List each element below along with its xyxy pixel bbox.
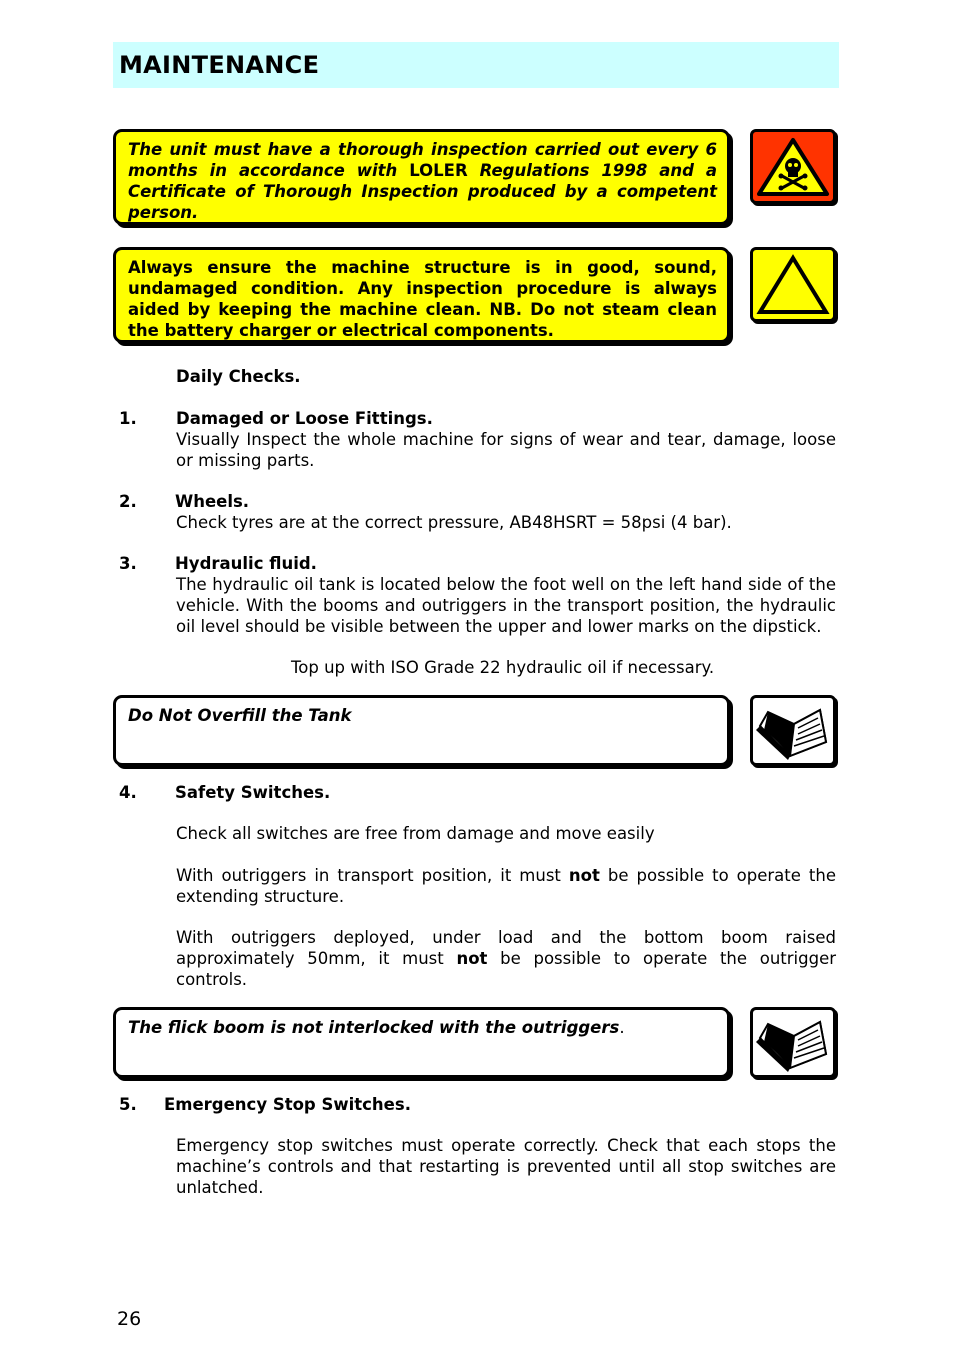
item-text: Check tyres are at the correct pressure, AB48HSRT = 58psi (4 bar). bbox=[176, 513, 732, 532]
item-paragraph: With outriggers deployed, under load and the bottom boom raised approximately 50mm, it must not be possible to operate the outrigger controls. bbox=[176, 928, 837, 989]
item-title: Wheels. bbox=[175, 492, 250, 511]
item-text: Emergency stop switches must operate correctly. Check that each stops the machine’s controls and that restarting is prevented until all stop switches are unlatched. bbox=[176, 1136, 836, 1197]
item-title: Emergency Stop Switches. bbox=[164, 1095, 411, 1114]
item-text: Visually Inspect the whole machine for signs of wear and tear, damage, loose or missing parts. bbox=[176, 430, 836, 470]
daily-checks-heading: Daily Checks. bbox=[176, 367, 301, 386]
caution-icon-box bbox=[750, 247, 836, 322]
section-title: MAINTENANCE bbox=[119, 51, 320, 79]
section-header bbox=[113, 42, 839, 88]
warning2-text: Always ensure the machine structure is in good, sound, undamaged condition. Any inspection procedure is always aided by keeping the machine clean. NB. Do not steam clean the battery charger or electrical components. bbox=[128, 258, 717, 340]
item-paragraph: Check all switches are free from damage and move easily bbox=[176, 824, 655, 843]
item-title: Hydraulic fluid. bbox=[175, 554, 317, 573]
emphasis-not: not bbox=[568, 866, 600, 885]
item-number: 1. bbox=[119, 409, 137, 428]
warning1-text-before: The unit must have a thorough inspection carried out every 6 months in accordance with bbox=[128, 140, 717, 180]
emphasis-not: not bbox=[456, 949, 488, 968]
item-text: The hydraulic oil tank is located below the foot well on the left hand side of the vehicle. With the booms and outriggers in the transport position, the hydraulic oil level should be visible between the upper and lower marks on the dipstick. bbox=[176, 575, 836, 636]
item-text-topup: Top up with ISO Grade 22 hydraulic oil if necessary. bbox=[291, 658, 715, 677]
note2-text: The flick boom is not interlocked with the outriggers bbox=[128, 1018, 620, 1037]
danger-icon-box bbox=[750, 129, 836, 204]
overfill-note-box bbox=[113, 695, 730, 766]
manual-icon-box bbox=[750, 695, 836, 766]
item-title: Safety Switches. bbox=[175, 783, 331, 802]
item-title: Damaged or Loose Fittings. bbox=[176, 409, 433, 428]
inspection-warning-box bbox=[113, 129, 730, 225]
structure-warning-box bbox=[113, 247, 730, 343]
page-number: 26 bbox=[117, 1308, 142, 1330]
item-number: 2. bbox=[119, 492, 137, 511]
flick-boom-note-box: The flick boom is not interlocked with the outriggers. bbox=[113, 1007, 730, 1078]
warning1-emphasis: LOLER bbox=[409, 161, 468, 180]
warning-triangle-icon bbox=[756, 253, 830, 317]
item-number: 4. bbox=[119, 783, 137, 802]
manual-icon-box bbox=[750, 1007, 836, 1078]
item-paragraph: With outriggers in transport position, it must not be possible to operate the extending structure. bbox=[176, 866, 837, 906]
item-number: 5. bbox=[119, 1095, 137, 1114]
note1-text: Do Not Overfill the Tank bbox=[128, 706, 352, 725]
open-book-icon bbox=[754, 1014, 832, 1072]
item-number: 3. bbox=[119, 554, 137, 573]
warning1-text-after: Regulations 1998 and a Certificate of Thorough Inspection produced by a competent person. bbox=[128, 161, 718, 222]
open-book-icon bbox=[754, 702, 832, 760]
skull-crossbones-icon bbox=[756, 136, 830, 198]
